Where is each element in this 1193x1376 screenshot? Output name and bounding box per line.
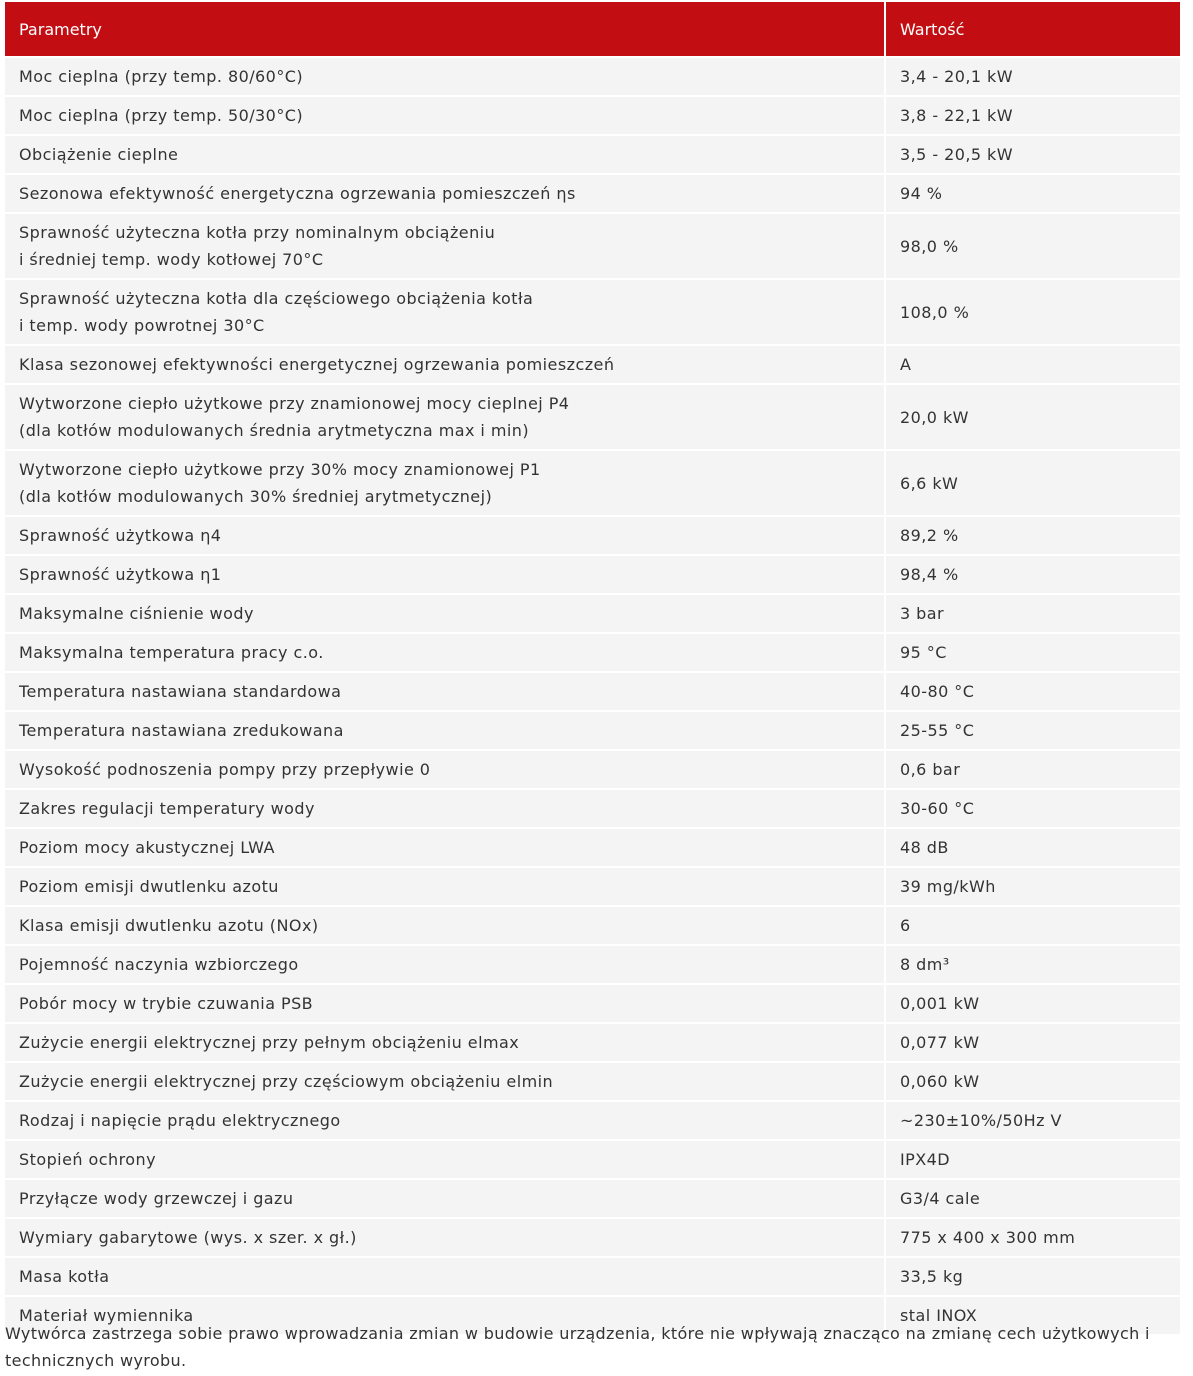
param-cell: Zużycie energii elektrycznej przy pełnym obciążeniu elmax [5, 1022, 884, 1061]
table-row [5, 95, 1180, 134]
param-cell: Wytworzone ciepło użytkowe przy znamionowej mocy cieplnej P4 (dla kotłów modulowanych średnia arytmetyczna max i min) [5, 383, 884, 449]
value-cell: 95 °C [884, 632, 1180, 671]
param-cell: Wysokość podnoszenia pompy przy przepływie 0 [5, 749, 884, 788]
param-cell: Temperatura nastawiana zredukowana [5, 710, 884, 749]
param-cell: Zużycie energii elektrycznej przy częściowym obciążeniu elmin [5, 1061, 884, 1100]
param-cell: Poziom emisji dwutlenku azotu [5, 866, 884, 905]
value-cell: 25-55 °C [884, 710, 1180, 749]
footnote: Wytwórca zastrzega sobie prawo wprowadzania zmian w budowie urządzenia, które nie wpływają znacząco na zmianę cech użytkowych i technicznych wyrobu. [5, 1324, 1150, 1370]
value-cell: 3,4 - 20,1 kW [884, 56, 1180, 95]
param-cell: Masa kotła [5, 1256, 884, 1295]
value-cell: 8 dm³ [884, 944, 1180, 983]
value-cell: 89,2 % [884, 515, 1180, 554]
table-row [5, 710, 1180, 749]
table-row [5, 866, 1180, 905]
header-value: Wartość [884, 2, 1180, 56]
table-row [5, 134, 1180, 173]
param-cell: Przyłącze wody grzewczej i gazu [5, 1178, 884, 1217]
value-cell: IPX4D [884, 1139, 1180, 1178]
value-cell: 98,4 % [884, 554, 1180, 593]
param-cell: Rodzaj i napięcie prądu elektrycznego [5, 1100, 884, 1139]
param-cell: Zakres regulacji temperatury wody [5, 788, 884, 827]
value-cell: 775 x 400 x 300 mm [884, 1217, 1180, 1256]
param-cell: Obciążenie cieplne [5, 134, 884, 173]
param-cell: Poziom mocy akustycznej LWA [5, 827, 884, 866]
table-row [5, 749, 1180, 788]
spec-table [5, 2, 1180, 1334]
value-cell: 108,0 % [884, 278, 1180, 344]
value-cell: 39 mg/kWh [884, 866, 1180, 905]
table-row [5, 449, 1180, 515]
value-cell: 3,5 - 20,5 kW [884, 134, 1180, 173]
param-cell: Maksymalne ciśnienie wody [5, 593, 884, 632]
param-cell: Moc cieplna (przy temp. 80/60°C) [5, 56, 884, 95]
value-cell: stal INOX [884, 1295, 1180, 1334]
spec-table-header [5, 2, 1180, 56]
param-cell: Klasa sezonowej efektywności energetycznej ogrzewania pomieszczeń [5, 344, 884, 383]
value-cell: 48 dB [884, 827, 1180, 866]
param-cell: Sezonowa efektywność energetyczna ogrzewania pomieszczeń ηs [5, 173, 884, 212]
table-row [5, 173, 1180, 212]
table-row [5, 56, 1180, 95]
value-cell: ~230±10%/50Hz V [884, 1100, 1180, 1139]
param-cell: Pobór mocy w trybie czuwania PSB [5, 983, 884, 1022]
value-cell: 30-60 °C [884, 788, 1180, 827]
table-row [5, 827, 1180, 866]
table-row [5, 905, 1180, 944]
param-cell: Stopień ochrony [5, 1139, 884, 1178]
header-param: Parametry [5, 2, 884, 56]
table-row [5, 1178, 1180, 1217]
value-cell: 98,0 % [884, 212, 1180, 278]
value-cell: 3 bar [884, 593, 1180, 632]
value-cell: 3,8 - 22,1 kW [884, 95, 1180, 134]
param-cell: Sprawność użytkowa η1 [5, 554, 884, 593]
value-cell: 0,001 kW [884, 983, 1180, 1022]
table-row [5, 1217, 1180, 1256]
table-row [5, 383, 1180, 449]
param-cell: Pojemność naczynia wzbiorczego [5, 944, 884, 983]
value-cell: 33,5 kg [884, 1256, 1180, 1295]
param-cell: Sprawność użyteczna kotła przy nominalnym obciążeniu i średniej temp. wody kotłowej 70°C [5, 212, 884, 278]
table-row [5, 671, 1180, 710]
value-cell: 6 [884, 905, 1180, 944]
param-cell: Wymiary gabarytowe (wys. x szer. x gł.) [5, 1217, 884, 1256]
value-cell: 0,060 kW [884, 1061, 1180, 1100]
value-cell: A [884, 344, 1180, 383]
table-row [5, 554, 1180, 593]
table-row [5, 944, 1180, 983]
value-cell: G3/4 cale [884, 1178, 1180, 1217]
table-row [5, 1061, 1180, 1100]
table-row [5, 1139, 1180, 1178]
table-row [5, 515, 1180, 554]
param-cell: Temperatura nastawiana standardowa [5, 671, 884, 710]
param-cell: Moc cieplna (przy temp. 50/30°C) [5, 95, 884, 134]
param-cell: Sprawność użyteczna kotła dla częściowego obciążenia kotła i temp. wody powrotnej 30°C [5, 278, 884, 344]
table-row [5, 788, 1180, 827]
param-cell: Sprawność użytkowa η4 [5, 515, 884, 554]
table-row [5, 344, 1180, 383]
value-cell: 20,0 kW [884, 383, 1180, 449]
table-row [5, 1100, 1180, 1139]
value-cell: 0,077 kW [884, 1022, 1180, 1061]
value-cell: 94 % [884, 173, 1180, 212]
table-row [5, 983, 1180, 1022]
value-cell: 6,6 kW [884, 449, 1180, 515]
param-cell: Materiał wymiennika [5, 1295, 884, 1334]
table-row [5, 1022, 1180, 1061]
param-cell: Klasa emisji dwutlenku azotu (NOx) [5, 905, 884, 944]
param-cell: Maksymalna temperatura pracy c.o. [5, 632, 884, 671]
spec-table-body [5, 56, 1180, 1334]
param-cell: Wytworzone ciepło użytkowe przy 30% mocy znamionowej P1 (dla kotłów modulowanych 30% średniej arytmetycznej) [5, 449, 884, 515]
table-row [5, 632, 1180, 671]
table-row [5, 1256, 1180, 1295]
value-cell: 0,6 bar [884, 749, 1180, 788]
table-row [5, 593, 1180, 632]
table-row [5, 212, 1180, 278]
table-row [5, 278, 1180, 344]
header-row [5, 2, 1180, 56]
value-cell: 40-80 °C [884, 671, 1180, 710]
